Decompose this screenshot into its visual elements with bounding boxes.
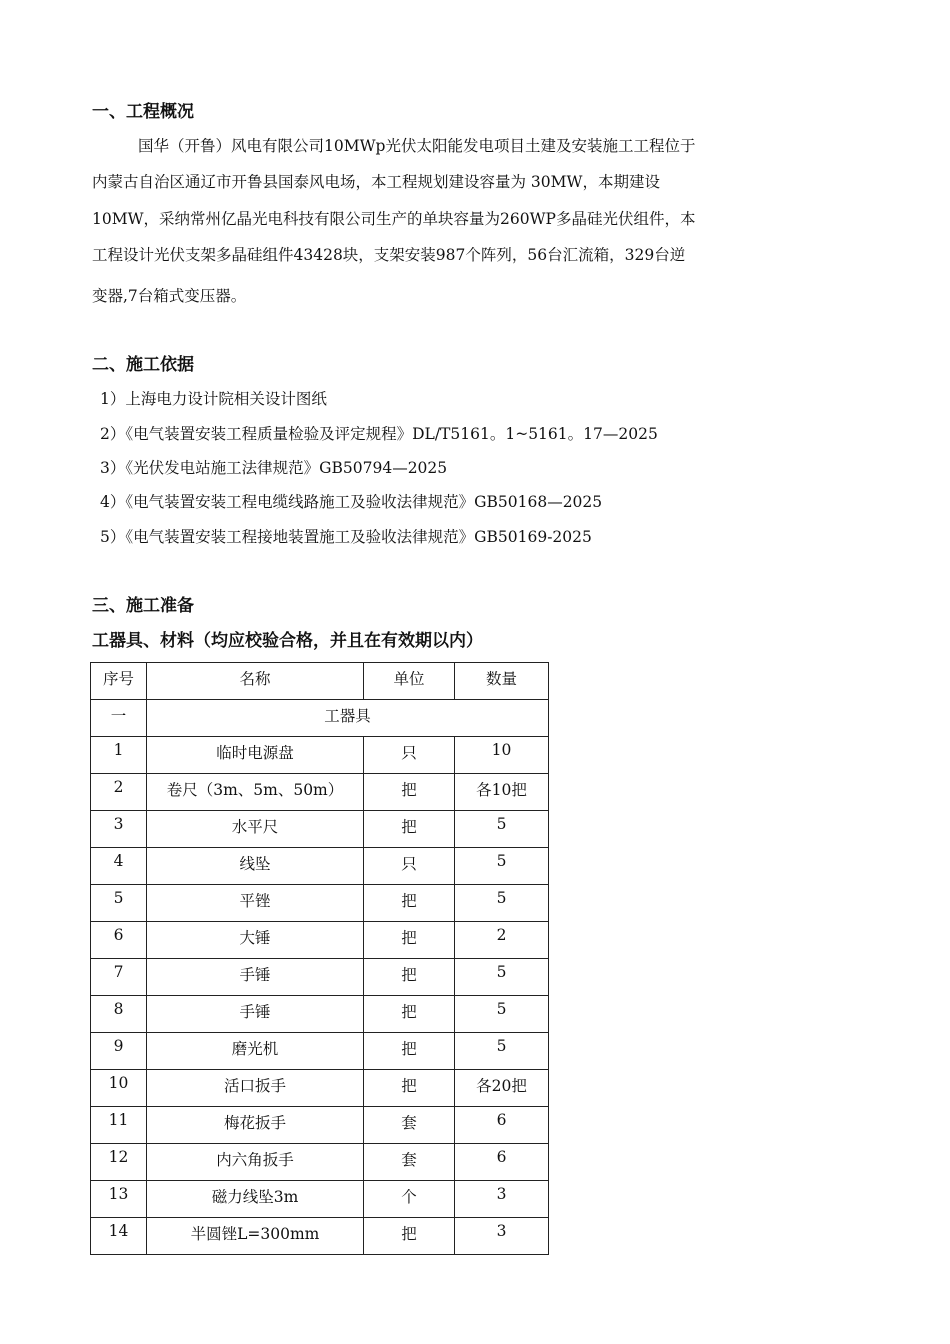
table-row [91,1070,549,1107]
cell-quantity: 3 [455,1218,549,1255]
cell-name: 手锤 [147,996,364,1033]
cell-unit: 把 [364,811,455,848]
table-row [91,1218,549,1255]
header-unit: 单位 [364,663,455,700]
table-row [91,885,549,922]
cell-index: 1 [91,737,147,774]
group-label: 工器具 [147,700,549,737]
cell-unit: 个 [364,1181,455,1218]
reference-item-4: 4）《电气装置安装工程电缆线路施工及验收法律规范》GB50168—2025 [100,493,603,511]
cell-index: 3 [91,811,147,848]
header-name: 名称 [147,663,364,700]
overview-line-5: 变器,7台箱式变压器。 [92,287,247,305]
cell-name: 水平尺 [147,811,364,848]
reference-item-1: 1）上海电力设计院相关设计图纸 [100,390,327,408]
table-title: 工器具、材料（均应校验合格，并且在有效期以内） [92,631,483,651]
table-header-row [91,663,549,700]
cell-name: 梅花扳手 [147,1107,364,1144]
cell-unit: 只 [364,737,455,774]
cell-index: 2 [91,774,147,811]
cell-name: 磨光机 [147,1033,364,1070]
cell-index: 6 [91,922,147,959]
reference-item-2: 2）《电气装置安装工程质量检验及评定规程》DL/T5161。1~5161。17—2025 [100,425,658,443]
cell-name: 内六角扳手 [147,1144,364,1181]
overview-line-4: 工程设计光伏支架多晶硅组件43428块，支架安装987个阵列，56台汇流箱，329台逆 [92,246,686,264]
cell-name: 半圆锉L=300mm [147,1218,364,1255]
cell-name: 手锤 [147,959,364,996]
cell-name: 磁力线坠3m [147,1181,364,1218]
header-quantity: 数量 [455,663,549,700]
cell-index: 12 [91,1144,147,1181]
cell-unit: 把 [364,959,455,996]
cell-unit: 把 [364,922,455,959]
cell-quantity: 各20把 [455,1070,549,1107]
section-2-title: 二、施工依据 [92,355,194,375]
cell-quantity: 10 [455,737,549,774]
overview-line-1: 国华（开鲁）风电有限公司10MWp光伏太阳能发电项目土建及安装施工工程位于 [138,137,696,155]
cell-index: 11 [91,1107,147,1144]
cell-unit: 套 [364,1144,455,1181]
section-3-title: 三、施工准备 [92,596,194,616]
table-row [91,1181,549,1218]
cell-unit: 把 [364,774,455,811]
table-row [91,996,549,1033]
cell-index: 13 [91,1181,147,1218]
group-index: 一 [91,700,147,737]
cell-quantity: 5 [455,885,549,922]
cell-unit: 只 [364,848,455,885]
cell-quantity: 5 [455,959,549,996]
table-row [91,737,549,774]
cell-unit: 把 [364,1218,455,1255]
cell-index: 5 [91,885,147,922]
table-row [91,811,549,848]
cell-quantity: 3 [455,1181,549,1218]
table-row [91,959,549,996]
cell-unit: 把 [364,1033,455,1070]
cell-unit: 把 [364,996,455,1033]
overview-line-3: 10MW，采纳常州亿晶光电科技有限公司生产的单块容量为260WP多晶硅光伏组件，本 [92,210,696,228]
cell-index: 8 [91,996,147,1033]
cell-quantity: 6 [455,1107,549,1144]
cell-index: 14 [91,1218,147,1255]
cell-name: 卷尺（3m、5m、50m） [147,774,364,811]
reference-item-3: 3）《光伏发电站施工法律规范》GB50794—2025 [100,459,448,477]
table-row [91,922,549,959]
table-row [91,1144,549,1181]
section-1-title: 一、工程概况 [92,102,194,122]
cell-index: 10 [91,1070,147,1107]
cell-unit: 套 [364,1107,455,1144]
cell-index: 7 [91,959,147,996]
table-group-row [91,700,549,737]
cell-name: 活口扳手 [147,1070,364,1107]
table-row [91,848,549,885]
table-row [91,774,549,811]
cell-quantity: 5 [455,996,549,1033]
cell-unit: 把 [364,885,455,922]
cell-name: 平锉 [147,885,364,922]
overview-line-2: 内蒙古自治区通辽市开鲁县国泰风电场，本工程规划建设容量为 30MW，本期建设 [92,173,660,191]
cell-index: 9 [91,1033,147,1070]
reference-item-5: 5）《电气装置安装工程接地装置施工及验收法律规范》GB50169-2025 [100,528,592,546]
cell-quantity: 5 [455,848,549,885]
cell-quantity: 2 [455,922,549,959]
cell-name: 大锤 [147,922,364,959]
table-row [91,1107,549,1144]
cell-quantity: 各10把 [455,774,549,811]
table-body [91,737,549,1255]
tools-table [90,662,549,1255]
header-index: 序号 [91,663,147,700]
cell-name: 临时电源盘 [147,737,364,774]
cell-index: 4 [91,848,147,885]
cell-quantity: 5 [455,811,549,848]
table-row [91,1033,549,1070]
cell-unit: 把 [364,1070,455,1107]
cell-name: 线坠 [147,848,364,885]
cell-quantity: 5 [455,1033,549,1070]
cell-quantity: 6 [455,1144,549,1181]
